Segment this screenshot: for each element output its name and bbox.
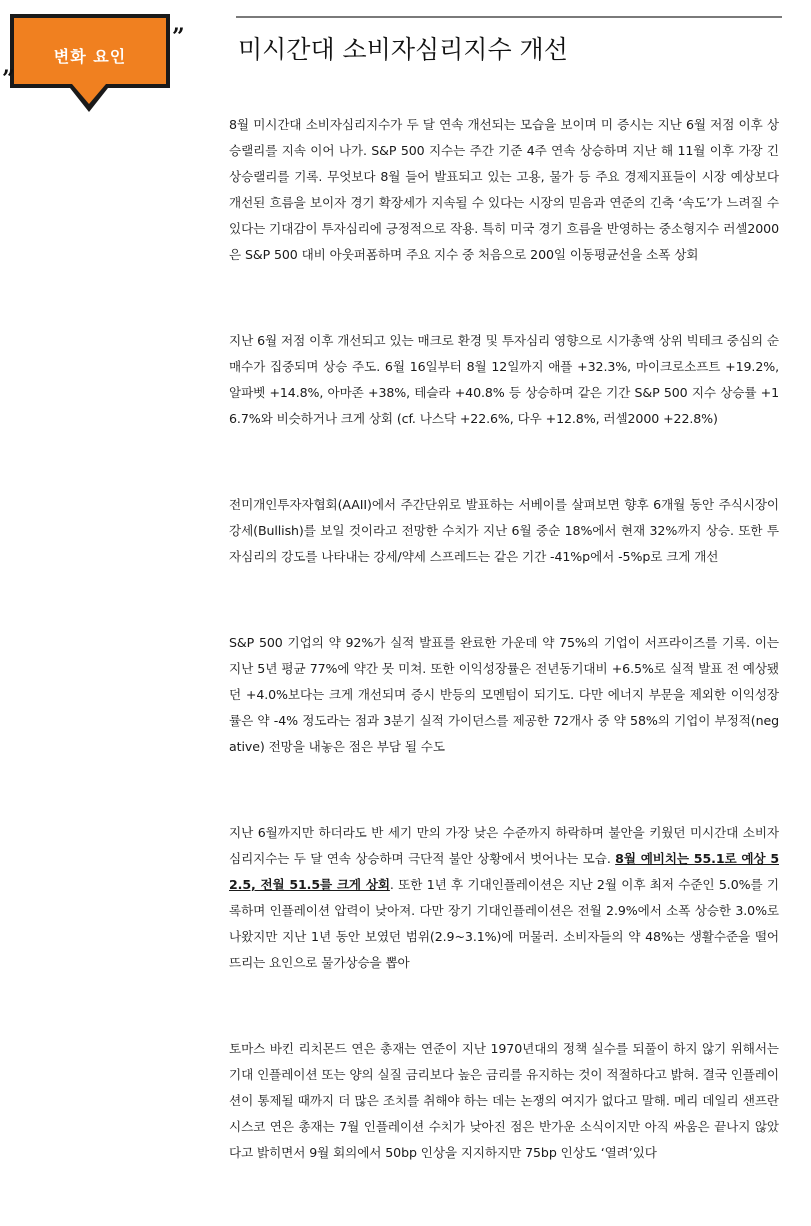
paragraph-5-tail: . 또한 1년 후 기대인플레이션은 지난 2월 이후 최저 수준인 5.0%를 기록하며 인플레이션 압력이 낮아져. 다만 장기 기대인플레이션은 전월 2.9%에서 소폭 상승한 3.0%로 나왔지만 지난 1년 동안 보였던 범위(2.9~3.1%)에 머물러. 소비자들의 약 48%는 생활수준을 떨어뜨리는 요인으로 물가상승을 뽑아 [229, 877, 779, 970]
section-badge [0, 0, 200, 120]
paragraph-5-lead: 지난 6월까지만 하더라도 반 세기 만의 가장 낮은 수준까지 하락하며 불안을 키웠던 미시간대 소비자심리지수는 두 달 연속 상승하며 극단적 불안 상황에서 벗어나는 모습. [229, 825, 779, 866]
paragraph-2: 지난 6월 저점 이후 개선되고 있는 매크로 환경 및 투자심리 영향으로 시가총액 상위 빅테크 중심의 순매수가 집중되며 상승 주도. 6월 16일부터 8월 12일까지 애플 +32.3%, 마이크로소프트 +19.2%, 알파벳 +14.8%, 아마존 +38%, 테슬라 +40.8% 등 상승하며 같은 기간 S&P 500 지수 상승률 +16.7%와 비슷하거나 크게 상회 (cf. 나스닥 +22.6%, 다우 +12.8%, 러셀2000 +22.8%) [229, 333, 779, 426]
paragraph-3: 전미개인투자자협회(AAII)에서 주간단위로 발표하는 서베이를 살펴보면 향후 6개월 동안 주식시장이 강세(Bullish)를 보일 것이라고 전망한 수치가 지난 6월 중순 18%에서 현재 32%까지 상승. 또한 투자심리의 강도를 나타내는 강세/약세 스프레드는 같은 기간 -41%p에서 -5%p로 크게 개선 [229, 497, 779, 564]
paragraph-5 [229, 820, 779, 976]
quote-mark-right-icon: ” [172, 24, 185, 50]
quote-mark-left-icon: ” [2, 66, 15, 92]
paragraph-5-highlight: 8월 예비치는 55.1로 예상 52.5, 전월 51.5를 크게 상회 [229, 851, 779, 892]
paragraph-1: 8월 미시간대 소비자심리지수가 두 달 연속 개선되는 모습을 보이며 미 증시는 지난 6월 저점 이후 상승랠리를 지속 이어 나가. S&P 500 지수는 주간 기준 4주 연속 상승하며 지난 해 11월 이후 가장 긴 상승랠리를 기록. 무엇보다 8월 들어 발표되고 있는 고용, 물가 등 주요 경제지표들이 시장 예상보다 개선된 흐름을 보이자 경기 확장세가 지속될 수 있다는 시장의 믿음과 연준의 긴축 ‘속도’가 느려질 수 있다는 기대감이 투자심리에 긍정적으로 작용. 특히 미국 경기 흐름을 반영하는 중소형지수 러셀2000은 S&P 500 대비 아웃퍼폼하며 주요 지수 중 처음으로 200일 이동평균선을 소폭 상회 [229, 117, 779, 262]
article-body [229, 112, 779, 1226]
top-divider [236, 16, 782, 18]
paragraph-4: S&P 500 기업의 약 92%가 실적 발표를 완료한 가운데 약 75%의 기업이 서프라이즈를 기록. 이는 지난 5년 평균 77%에 약간 못 미쳐. 또한 이익성장률은 전년동기대비 +6.5%로 실적 발표 전 예상됐던 +4.0%보다는 크게 개선되며 증시 반등의 모멘텀이 되기도. 다만 에너지 부문을 제외한 이익성장률은 약 -4% 정도라는 점과 3분기 실적 가이던스를 제공한 72개사 중 약 58%의 기업이 부정적(negative) 전망을 내놓은 점은 부담 될 수도 [229, 635, 779, 754]
paragraph-6: 토마스 바킨 리치몬드 연은 총재는 연준이 지난 1970년대의 정책 실수를 되풀이 하지 않기 위해서는 기대 인플레이션 또는 양의 실질 금리보다 높은 금리를 유지하는 것이 적절하다고 밝혀. 결국 인플레이션이 통제될 때까지 더 많은 조치를 취해야 하는 데는 논쟁의 여지가 없다고 말해. 메리 데일리 샌프란시스코 연은 총재는 7월 인플레이션 수치가 낮아진 점은 반가운 소식이지만 아직 싸움은 끝나지 않았다고 밝히면서 9월 회의에서 50bp 인상을 지지하지만 75bp 인상도 ‘열려’있다 [229, 1041, 779, 1160]
page-title: 미시간대 소비자심리지수 개선 [238, 35, 568, 64]
section-label: 변화 요인 [53, 46, 127, 66]
